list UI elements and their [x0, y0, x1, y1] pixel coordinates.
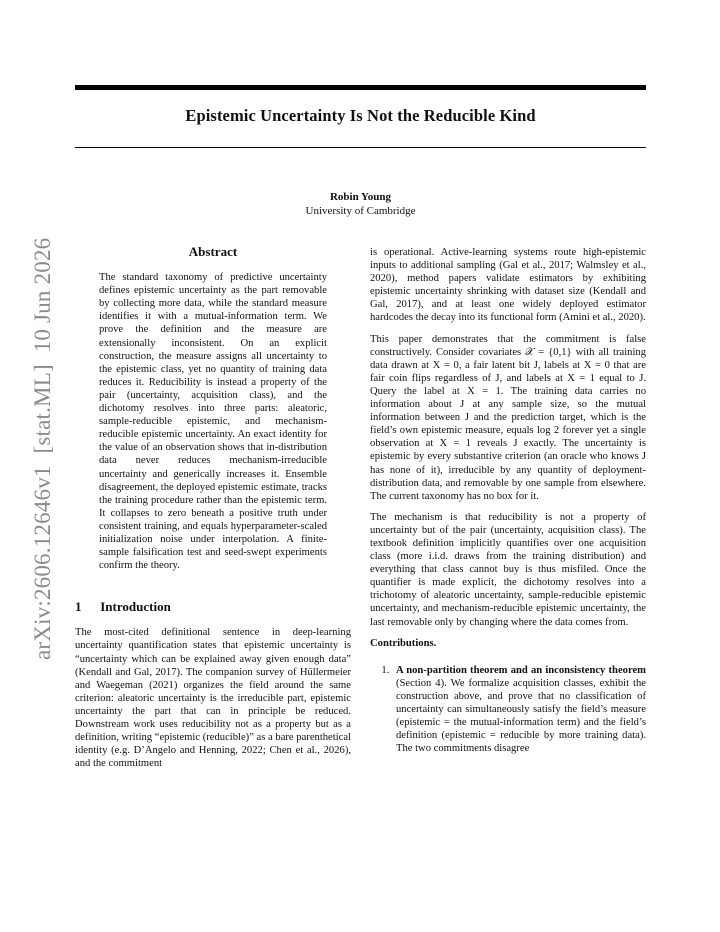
arxiv-identifier-stamp: arXiv:2606.12646v1 [stat.ML] 10 Jun 2026	[30, 237, 55, 660]
contribution-1-title: A non-partition theorem and an inconsistency theorem	[396, 664, 646, 676]
intro-paragraph-1: The most-cited definitional sentence in deep-learning uncertainty quantification states that epistemic uncertainty is “uncertainty which can be explained away given enough data” (Kendall and Gal, 2017). The companion survey of Hüllermeier and Waegeman (2021) organizes the field around the same criterion: aleatoric uncertainty is the irreducible part, epistemic uncertainty the part that can in principle be reduced. Downstream work uses reducibility not as a property but as a definition, writing “epistemic (reducible)” as a bare parenthetical identity (e.g. D’Angelo and Henning, 2022; Chen et al., 2026), and the commitment	[75, 627, 351, 770]
intro-paragraph-3: The mechanism is that reducibility is not a property of uncertainty but of the pair (uncertainty, acquisition class). The textbook definition implicitly quantifies over one acquisition class (more i.i.d. draws from the training distribution) and everything that class cannot buy is thus misfiled. Once the quantifier is made explicit, the dichotomy resolves into a trichotomy of aleatoric uncertainty, sample-reducible epistemic uncertainty, and mechanism-reducible epistemic uncertainty, the last removable only by changing where the data comes from.	[370, 511, 646, 628]
abstract-heading: Abstract	[188, 244, 238, 259]
right-column	[370, 246, 646, 755]
author-block	[75, 190, 646, 218]
title-top-rule	[75, 85, 646, 90]
section-heading-introduction	[75, 600, 351, 613]
author-affiliation: University of Cambridge	[305, 205, 416, 217]
author-name: Robin Young	[329, 191, 392, 203]
section-title: Introduction	[100, 599, 171, 615]
contribution-1-text: (Section 4). We formalize acquisition classes, exhibit the construction above, and prove that no classification of uncertainty can simultaneously satisfy the field’s measure (epistemic = the mutual-information term) and the field’s definition (epistemic = reducible by more training data). The two commitments disagree	[396, 677, 646, 755]
title-bottom-rule	[75, 147, 646, 148]
contributions-heading: Contributions.	[370, 637, 437, 649]
contributions-list	[370, 664, 646, 756]
left-column	[75, 245, 351, 778]
intro-paragraph-1-continued: is operational. Active-learning systems route high-epistemic inputs to additional sampling (Gal et al., 2017; Walmsley et al., 2020), method papers validate estimators by exhibiting epistemic uncertainty shrinking with dataset size (Kendall and Gal, 2017), and at least one widely deployed estimator hardcodes the decay into its functional form (Amini et al., 2020).	[370, 247, 646, 324]
intro-paragraph-2: This paper demonstrates that the commitment is false constructively. Consider covariates 𝒳 = {0,1} with all training data drawn at X = 0, a fair latent bit J, labels at X = 0 that are fair coin flips regardless of J, and labels at X = 1 equal to J. Query the label at X = 1. The training data carries no information about J at any sample size, so the mutual information between J and the prediction target, which is the field’s own epistemic measure, equals log 2 forever yet a single observation at X = 1 reveals J exactly. The uncertainty is epistemic by every substantive criterion (an oracle who knows J has none of it), irreducible by any quantity of deployment-distribution data, and removable by one sample from elsewhere. The current taxonomy has no box for it.	[370, 333, 646, 502]
contribution-item-1	[392, 664, 646, 756]
abstract-text: The standard taxonomy of predictive uncertainty defines epistemic uncertainty as the part removable by collecting more data, while the standard measure identifies it with a mutual-information term. We prove the definition and the measure are extensionally inconsistent. On an explicit construction, the measure assigns all uncertainty to the epistemic class, yet no quantity of training data reduces it. Reducibility is instead a property of the pair (uncertainty, acquisition class), and the dichotomy resolves into three parts: aleatoric, sample-reducible epistemic, and mechanism-reducible epistemic uncertainty. An exact identity for the value of an observation shows that in-distribution data never reduces mechanism-irreducible uncertainty and generically increases it. Ensemble disagreement, the deployed epistemic estimate, tracks the training procedure rather than the epistemic term. It collapses to zero beneath a positive truth under consistent training, and equals hyperparameter-scaled initialization noise under interpolation. A finite-sample falsification test and seed-swept experiments confirm the theory.	[99, 272, 327, 572]
section-number: 1	[75, 599, 82, 615]
paper-title: Epistemic Uncertainty Is Not the Reducible Kind	[185, 106, 536, 125]
